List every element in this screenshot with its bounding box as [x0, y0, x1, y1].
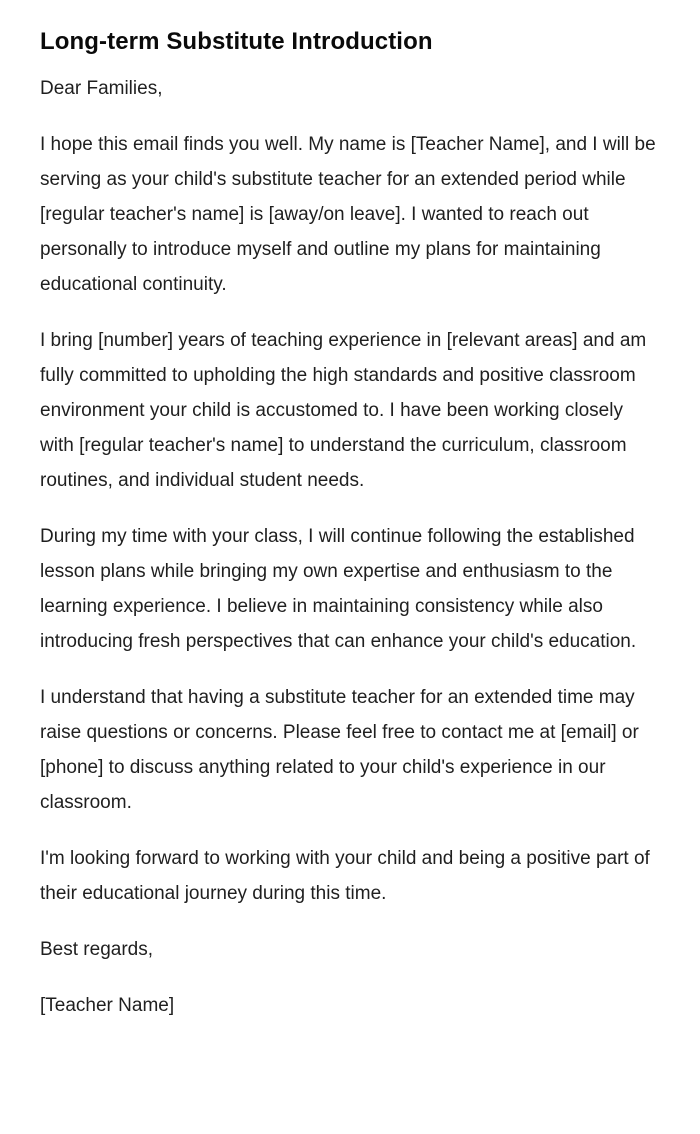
- paragraph: I bring [number] years of teaching experience in [relevant areas] and am fully committed to upholding the high standards and positive classroom environment your child is accustomed to. I have been working closely with [regular teacher's name] to understand the curriculum, classroom routines, and individual student needs.: [40, 330, 647, 491]
- paragraph: I'm looking forward to working with your child and being a positive part of their educational journey during this time.: [40, 848, 650, 904]
- signature: [Teacher Name]: [40, 995, 175, 1016]
- paragraph: I hope this email finds you well. My name is [Teacher Name], and I will be serving as your child's substitute teacher for an extended period while [regular teacher's name] is [away/on leave]. I wanted to reach out personally to introduce myself and outline my plans for maintaining educational continuity.: [40, 134, 656, 295]
- letter-body: [40, 127, 660, 911]
- page-title: Long-term Substitute Introduction: [40, 28, 433, 55]
- paragraph: During my time with your class, I will continue following the established lesson plans while bringing my own expertise and enthusiasm to the learning experience. I believe in maintaining consistency while also introducing fresh perspectives that can enhance your child's education.: [40, 526, 637, 652]
- salutation: Dear Families,: [40, 78, 163, 99]
- paragraph: I understand that having a substitute teacher for an extended time may raise questions or concerns. Please feel free to contact me at [email] or [phone] to discuss anything related to your child's experience in our classroom.: [40, 687, 639, 813]
- closing: Best regards,: [40, 939, 153, 960]
